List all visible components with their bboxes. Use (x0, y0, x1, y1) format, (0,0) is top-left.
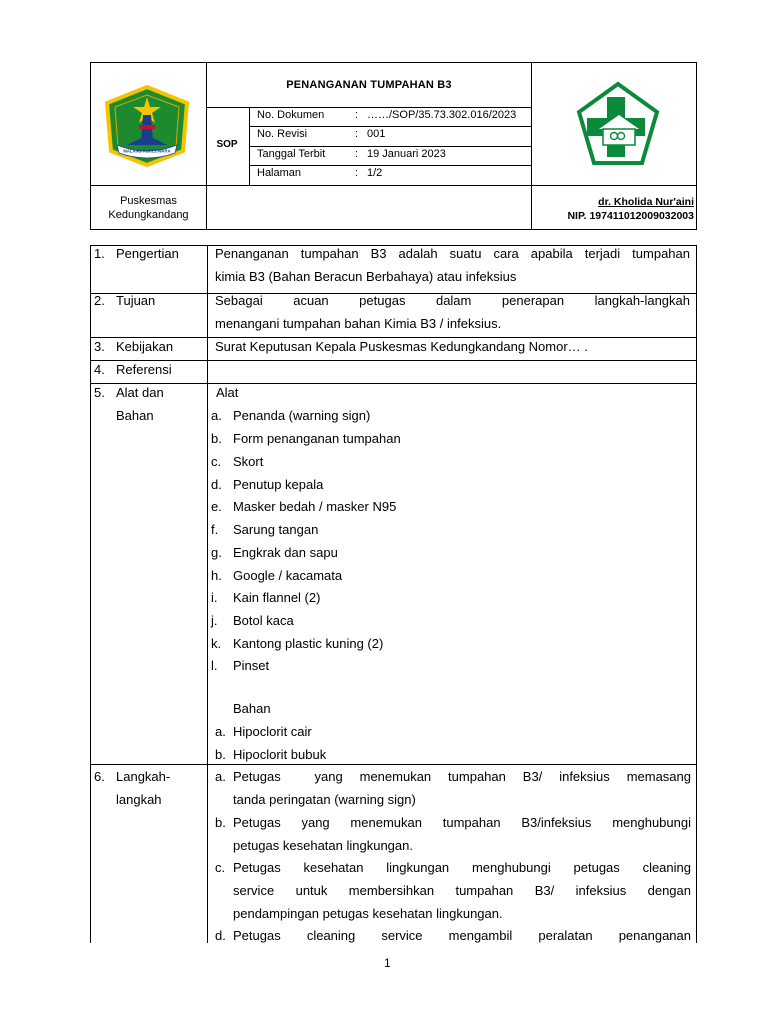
meta-key: Tanggal Terbit (257, 148, 326, 160)
meta-value: 19 Januari 2023 (367, 148, 446, 160)
pengertian-text-line: Penanganan tumpahan B3 adalah suatu cara apabila terjadi tumpahan (215, 246, 690, 261)
sop-header (90, 62, 697, 230)
list-text: Botol kaca (233, 613, 294, 628)
step-text-line: Petugas cleaning service mengambil peralatan penanganan (233, 928, 691, 943)
meta-separator: : (355, 128, 359, 140)
step-item (215, 856, 691, 925)
step-item (215, 924, 691, 947)
sop-content-table (90, 245, 697, 943)
meta-key: Halaman (257, 167, 302, 179)
bahan-heading: Bahan (233, 701, 271, 716)
divider (249, 146, 531, 147)
row-divider (91, 360, 696, 361)
list-text: Penanda (warning sign) (233, 408, 371, 423)
step-text-line: tanda peringatan (warning sign) (233, 792, 416, 807)
section-title-continued: langkah (116, 792, 162, 807)
step-text-line: service untuk membersihkan tumpahan B3/ infeksius dengan (233, 883, 691, 898)
list-text: Kain flannel (2) (233, 590, 321, 605)
column-divider (207, 246, 208, 943)
section-title: Referensi (116, 362, 172, 377)
list-text: Sarung tangan (233, 522, 319, 537)
puskesmas-logo-icon (573, 81, 663, 171)
step-text-line: Petugas kesehatan lingkungan menghubungi petugas cleaning (233, 860, 691, 875)
section-title-continued: Bahan (116, 408, 154, 423)
list-marker: i. (211, 590, 218, 605)
list-marker: c. (211, 454, 222, 469)
meta-separator: : (355, 109, 359, 121)
section-title: Alat dan (116, 385, 164, 400)
tujuan-text-line: Sebagai acuan petugas dalam penerapan langkah-langkah (215, 293, 690, 308)
svg-text:MALANG KUCECWARA: MALANG KUCECWARA (123, 148, 171, 154)
section-number: 4. (94, 362, 105, 377)
section-number: 6. (94, 769, 105, 784)
kebijakan-text: Surat Keputusan Kepala Puskesmas Kedungkandang Nomor… . (215, 339, 588, 354)
section-label-pengertian (94, 242, 179, 265)
list-marker: a. (211, 408, 222, 423)
section-title: Kebijakan (116, 339, 174, 354)
tujuan-text-line: menangani tumpahan bahan Kimia B3 / infeksius. (215, 316, 502, 331)
list-marker: l. (211, 658, 218, 673)
section-title: Tujuan (116, 293, 156, 308)
list-marker: d. (211, 477, 222, 492)
step-text-line: Petugas yang menemukan tumpahan B3/infeksius menghubungi (233, 815, 691, 830)
row-divider (91, 383, 696, 384)
divider (206, 107, 531, 108)
list-marker: f. (211, 522, 219, 537)
list-text: Pinset (233, 658, 270, 673)
list-marker: g. (211, 545, 222, 560)
list-text: Masker bedah / masker N95 (233, 499, 397, 514)
alat-heading: Alat (216, 385, 239, 400)
divider (91, 185, 697, 186)
section-number: 1. (94, 246, 105, 261)
meta-value: 1/2 (367, 167, 383, 179)
org-line: Puskesmas (120, 195, 177, 207)
meta-key: No. Dokumen (257, 109, 325, 121)
document-title: PENANGANAN TUMPAHAN B3 (286, 79, 452, 91)
meta-value: ……/SOP/35.73.302.016/2023 (367, 109, 517, 121)
step-item (215, 765, 691, 811)
divider (249, 165, 531, 166)
list-text: Penutup kepala (233, 477, 324, 492)
step-marker: c. (215, 860, 226, 875)
section-title: Pengertian (116, 246, 179, 261)
section-title: Langkah- (116, 769, 171, 784)
divider (249, 126, 531, 127)
list-marker: b. (215, 747, 226, 762)
section-number: 5. (94, 385, 105, 400)
list-marker: e. (211, 499, 222, 514)
section-number: 3. (94, 339, 105, 354)
sop-label: SOP (216, 139, 238, 150)
section-label-langkah (94, 765, 170, 788)
list-text: Engkrak dan sapu (233, 545, 338, 560)
malang-city-emblem-icon (103, 85, 191, 167)
step-text-line: petugas kesehatan lingkungan. (233, 838, 413, 853)
step-marker: a. (215, 769, 226, 784)
step-item (215, 811, 691, 857)
section-label-alat-bahan (94, 381, 164, 404)
step-marker: b. (215, 815, 226, 830)
list-marker: a. (215, 724, 226, 739)
step-text-line: pendampingan petugas kesehatan lingkungan. (233, 906, 503, 921)
step-text-line: Petugas yang menemukan tumpahan B3/ infeksius memasang (233, 769, 691, 784)
section-label-tujuan (94, 289, 155, 312)
section-number: 2. (94, 293, 105, 308)
list-text: Hipoclorit cair (233, 724, 312, 739)
meta-separator: : (355, 167, 359, 179)
list-marker: h. (211, 568, 222, 583)
signer-nip: NIP. 197411012009032003 (567, 210, 694, 222)
list-text: Kantong plastic kuning (2) (233, 636, 384, 651)
signer-name: dr. Kholida Nur'aini (598, 196, 694, 208)
list-marker: j. (211, 613, 218, 628)
meta-value: 001 (367, 128, 386, 140)
meta-key: No. Revisi (257, 128, 308, 140)
list-text: Form penanganan tumpahan (233, 431, 401, 446)
list-text: Google / kacamata (233, 568, 343, 583)
list-marker: b. (211, 431, 222, 446)
list-text: Skort (233, 454, 264, 469)
organization-name (91, 194, 206, 222)
section-label-kebijakan (94, 335, 173, 358)
page-number: 1 (384, 956, 391, 970)
org-line: Kedungkandang (108, 209, 189, 221)
meta-separator: : (355, 148, 359, 160)
pengertian-text-line: kimia B3 (Bahan Beracun Berbahaya) atau infeksius (215, 269, 517, 284)
list-text: Hipoclorit bubuk (233, 747, 327, 762)
list-marker: k. (211, 636, 222, 651)
step-marker: d. (215, 928, 226, 943)
signer-block (531, 195, 698, 223)
section-label-referensi (94, 358, 172, 381)
